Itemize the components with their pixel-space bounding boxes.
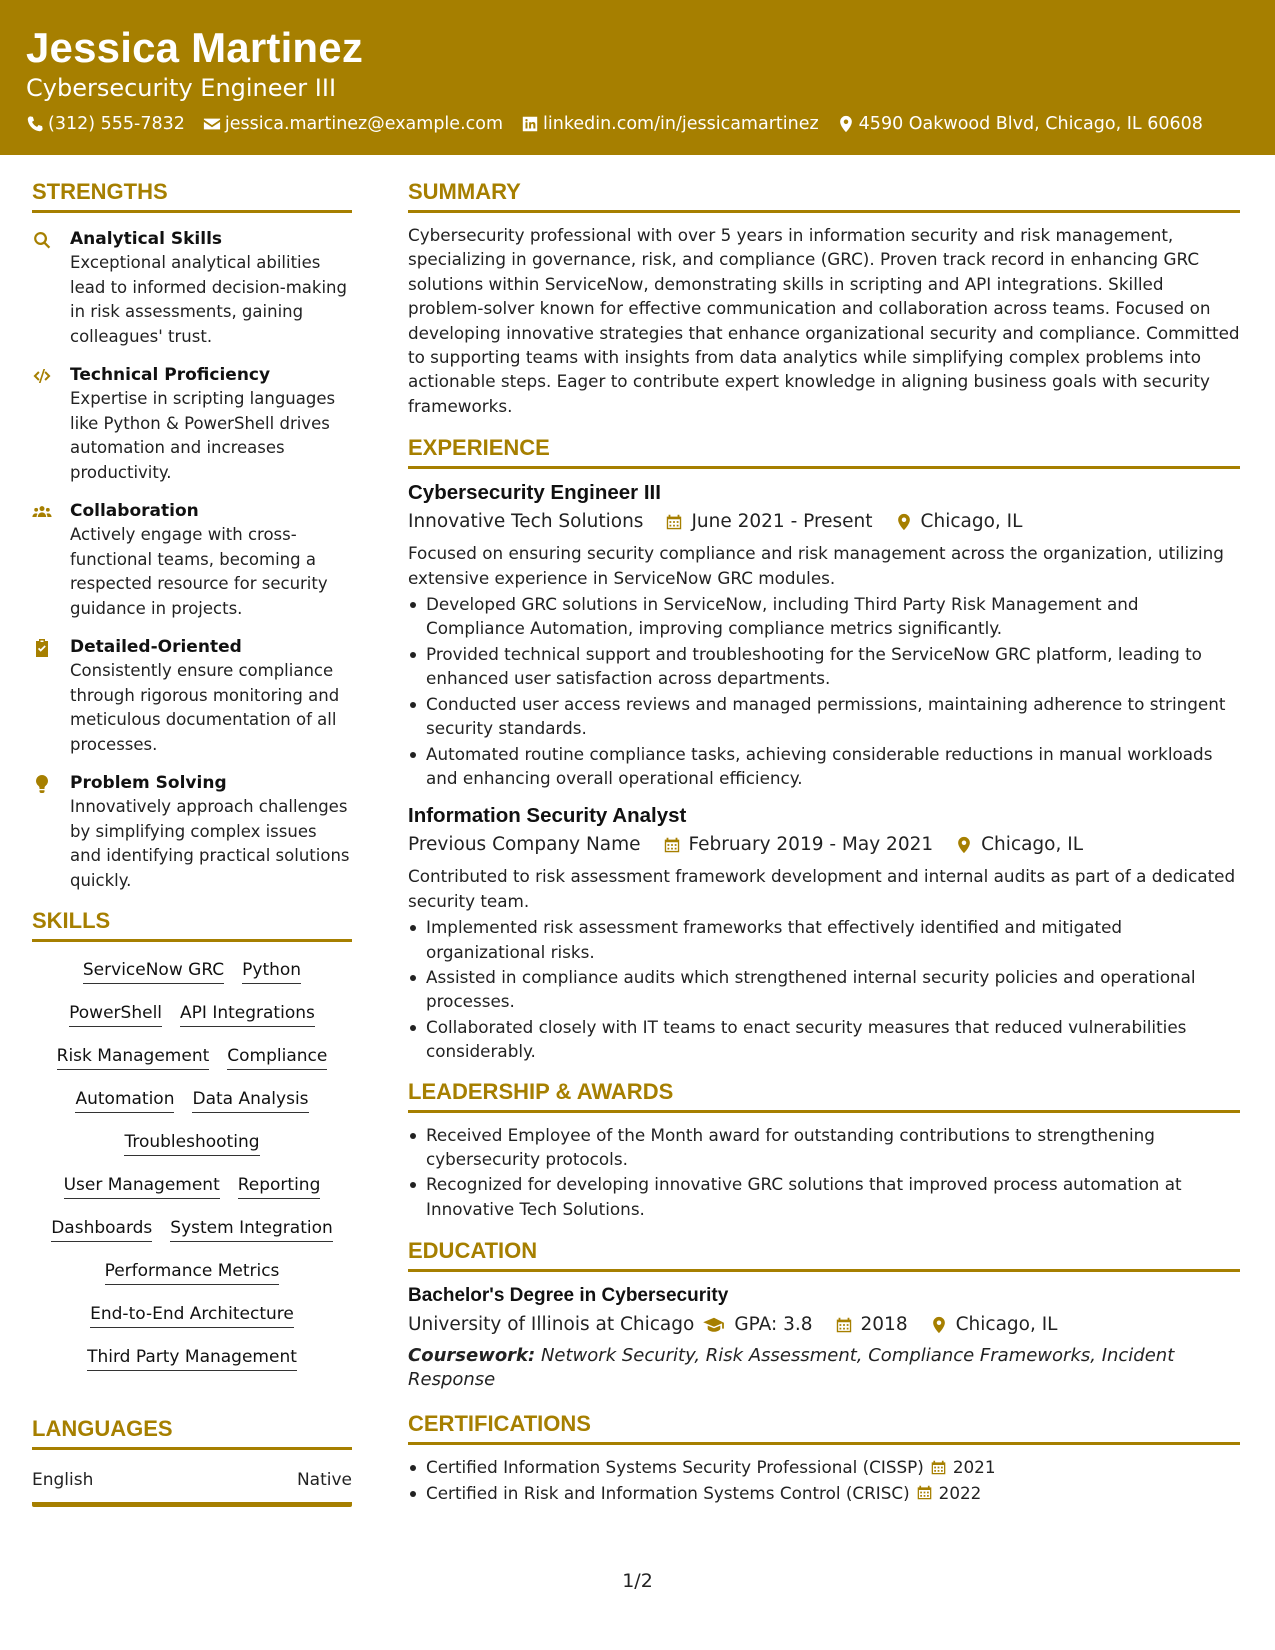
contact-email[interactable] [203, 112, 503, 136]
clipboard-check-icon [32, 638, 52, 658]
envelope-icon [203, 115, 221, 133]
calendar-icon [916, 1484, 933, 1501]
strength-item [32, 363, 352, 485]
school-name: University of Illinois at Chicago [408, 1314, 695, 1336]
calendar-icon [665, 513, 683, 531]
languages-heading: LANGUAGES [32, 1415, 352, 1450]
summary-heading: SUMMARY [408, 178, 1240, 213]
job-title: Cybersecurity Engineer III [408, 481, 661, 505]
language-name: English [32, 1470, 94, 1490]
linkedin-url: linkedin.com/in/jessicamartinez [543, 114, 819, 134]
degree-title: Bachelor's Degree in Cybersecurity [408, 1285, 729, 1307]
left-column [32, 178, 352, 1507]
skill-tag: PowerShell [69, 1001, 162, 1027]
leadership-heading: LEADERSHIP & AWARDS [408, 1078, 1240, 1113]
job-bullet: Assisted in compliance audits which strengthened internal security policies and operational processes. [408, 965, 1240, 1014]
contact-address [837, 112, 1203, 136]
strength-item [32, 635, 352, 757]
lightbulb-icon [32, 774, 52, 794]
search-icon [32, 230, 52, 250]
experience-heading: EXPERIENCE [408, 434, 1240, 469]
certification-item [408, 1455, 1240, 1479]
job-entry [408, 802, 1240, 1063]
phone-icon [26, 115, 44, 133]
strength-title: Detailed-Oriented [70, 637, 242, 657]
candidate-name: Jessica Martinez [26, 24, 364, 71]
coursework [408, 1344, 1240, 1392]
strength-description: Exceptional analytical abilities lead to informed decision-making in risk assessments, gaining colleagues' trust. [70, 253, 347, 346]
skill-tag: Troubleshooting [124, 1130, 259, 1156]
coursework-list: Network Security, Risk Assessment, Compliance Frameworks, Incident Response [408, 1345, 1175, 1391]
calendar-icon [663, 836, 681, 854]
skill-tag: Risk Management [57, 1044, 210, 1070]
contact-phone[interactable] [26, 112, 185, 136]
certifications-heading: CERTIFICATIONS [408, 1410, 1240, 1445]
skill-tag: Compliance [227, 1044, 327, 1070]
skill-tag: End-to-End Architecture [90, 1302, 294, 1328]
skill-tag: Python [242, 958, 301, 984]
job-dates: February 2019 - May 2021 [688, 834, 934, 856]
job-entry [408, 479, 1240, 790]
certifications-list [408, 1455, 1240, 1505]
job-bullets [408, 915, 1240, 1063]
certification-year: 2021 [952, 1457, 996, 1478]
strength-title: Problem Solving [70, 773, 227, 793]
page-indicator: 1/2 [622, 1570, 653, 1592]
strength-description: Innovatively approach challenges by simplifying complex issues and identifying practical solutions quickly. [70, 797, 350, 890]
skill-tag: Automation [75, 1087, 174, 1113]
strength-title: Technical Proficiency [70, 365, 271, 385]
certification-year: 2022 [938, 1482, 982, 1503]
gpa: GPA: 3.8 [734, 1314, 813, 1336]
contact-linkedin[interactable] [521, 112, 819, 136]
award-item: Received Employee of the Month award for outstanding contributions to strengthening cybersecurity protocols. [408, 1123, 1240, 1172]
job-meta [408, 830, 1240, 860]
company-name: Previous Company Name [408, 834, 641, 856]
certification-item [408, 1481, 1240, 1505]
education-meta [408, 1310, 1240, 1340]
job-title: Information Security Analyst [408, 804, 687, 828]
certification-name: Certified in Risk and Information Systems Control (CRISC) [426, 1482, 910, 1503]
job-bullet: Implemented risk assessment frameworks that effectively identified and mitigated organizational risks. [408, 915, 1240, 964]
job-meta [408, 507, 1240, 537]
school-location: Chicago, IL [955, 1314, 1058, 1336]
strength-item [32, 771, 352, 893]
strength-title: Analytical Skills [70, 229, 223, 249]
strength-description: Consistently ensure compliance through rigorous monitoring and meticulous documentation of all processes. [70, 661, 340, 754]
strengths-heading: STRENGTHS [32, 178, 352, 213]
skill-tag: User Management [64, 1173, 220, 1199]
job-bullet: Automated routine compliance tasks, achieving considerable reductions in manual workloads and enhancing overall operational efficiency. [408, 742, 1240, 791]
contact-bar [26, 112, 1249, 136]
strength-item [32, 499, 352, 621]
skill-tag: Third Party Management [87, 1345, 297, 1371]
graduation-year: 2018 [860, 1314, 908, 1336]
job-location: Chicago, IL [920, 511, 1023, 533]
job-bullet: Conducted user access reviews and managed permissions, maintaining adherence to stringent security standards. [408, 692, 1240, 741]
job-description: Focused on ensuring security compliance and risk management across the organization, utilizing extensive experience in ServiceNow GRC modules. [408, 543, 1224, 588]
strength-item [32, 227, 352, 349]
job-bullet: Developed GRC solutions in ServiceNow, including Third Party Risk Management and Compliance Automation, improving compliance metrics significantly. [408, 592, 1240, 641]
skill-tag: Dashboards [51, 1216, 152, 1242]
skill-tag: ServiceNow GRC [83, 958, 224, 984]
graduation-cap-icon [702, 1316, 726, 1334]
job-description: Contributed to risk assessment framework development and internal audits as part of a dedicated security team. [408, 866, 1236, 911]
resume-header [0, 0, 1275, 155]
users-icon [32, 502, 52, 522]
skill-tag: API Integrations [180, 1001, 315, 1027]
email-address: jessica.martinez@example.com [224, 114, 504, 134]
award-item: Recognized for developing innovative GRC solutions that improved process automation at Innovative Tech Solutions. [408, 1172, 1240, 1221]
linkedin-icon [521, 115, 539, 133]
map-pin-icon [930, 1316, 948, 1334]
code-icon [32, 366, 52, 386]
map-pin-icon [895, 513, 913, 531]
skills-list [32, 952, 352, 1371]
job-bullets [408, 592, 1240, 790]
strength-description: Expertise in scripting languages like Python & PowerShell drives automation and increases productivity. [70, 389, 336, 482]
coursework-label: Coursework: [408, 1345, 536, 1367]
job-dates: June 2021 - Present [691, 511, 873, 533]
strength-description: Actively engage with cross-functional teams, becoming a respected resource for security guidance in projects. [70, 525, 328, 618]
right-column [408, 178, 1240, 1506]
calendar-icon [835, 1316, 853, 1334]
skill-tag: Performance Metrics [105, 1259, 280, 1285]
leadership-list [408, 1123, 1240, 1222]
street-address: 4590 Oakwood Blvd, Chicago, IL 60608 [858, 114, 1203, 134]
language-level: Native [296, 1470, 352, 1490]
calendar-icon [930, 1459, 947, 1476]
candidate-headline: Cybersecurity Engineer III [26, 74, 337, 102]
skill-tag: Data Analysis [192, 1087, 308, 1113]
company-name: Innovative Tech Solutions [408, 511, 644, 533]
skills-heading: SKILLS [32, 907, 352, 942]
language-row [32, 1460, 352, 1507]
job-bullet: Collaborated closely with IT teams to enact security measures that reduced vulnerabilities considerably. [408, 1015, 1240, 1064]
phone-number: (312) 555-7832 [48, 114, 185, 134]
job-bullet: Provided technical support and troubleshooting for the ServiceNow GRC platform, leading to enhanced user satisfaction across departments. [408, 642, 1240, 691]
job-location: Chicago, IL [981, 834, 1084, 856]
summary-text: Cybersecurity professional with over 5 years in information security and risk management, specializing in governance, risk, and compliance (GRC). Proven track record in enhancing GRC solutions within ServiceNow, demonstrating skills in scripting and API integrations. Skilled problem-solver known for effective communication and collaboration across teams. Focused on developing innovative strategies that enhance organizational security and compliance. Committed to supporting teams with insights from data analytics while simplifying complex problems into actionable steps. Eager to contribute expert knowledge in aligning business goals with security frameworks. [408, 225, 1240, 416]
education-heading: EDUCATION [408, 1237, 1240, 1272]
skill-tag: System Integration [170, 1216, 332, 1242]
strength-title: Collaboration [70, 501, 199, 521]
map-pin-icon [955, 836, 973, 854]
skill-tag: Reporting [238, 1173, 321, 1199]
certification-name: Certified Information Systems Security Professional (CISSP) [426, 1457, 924, 1478]
strengths-list [32, 223, 352, 893]
map-pin-icon [837, 115, 855, 133]
